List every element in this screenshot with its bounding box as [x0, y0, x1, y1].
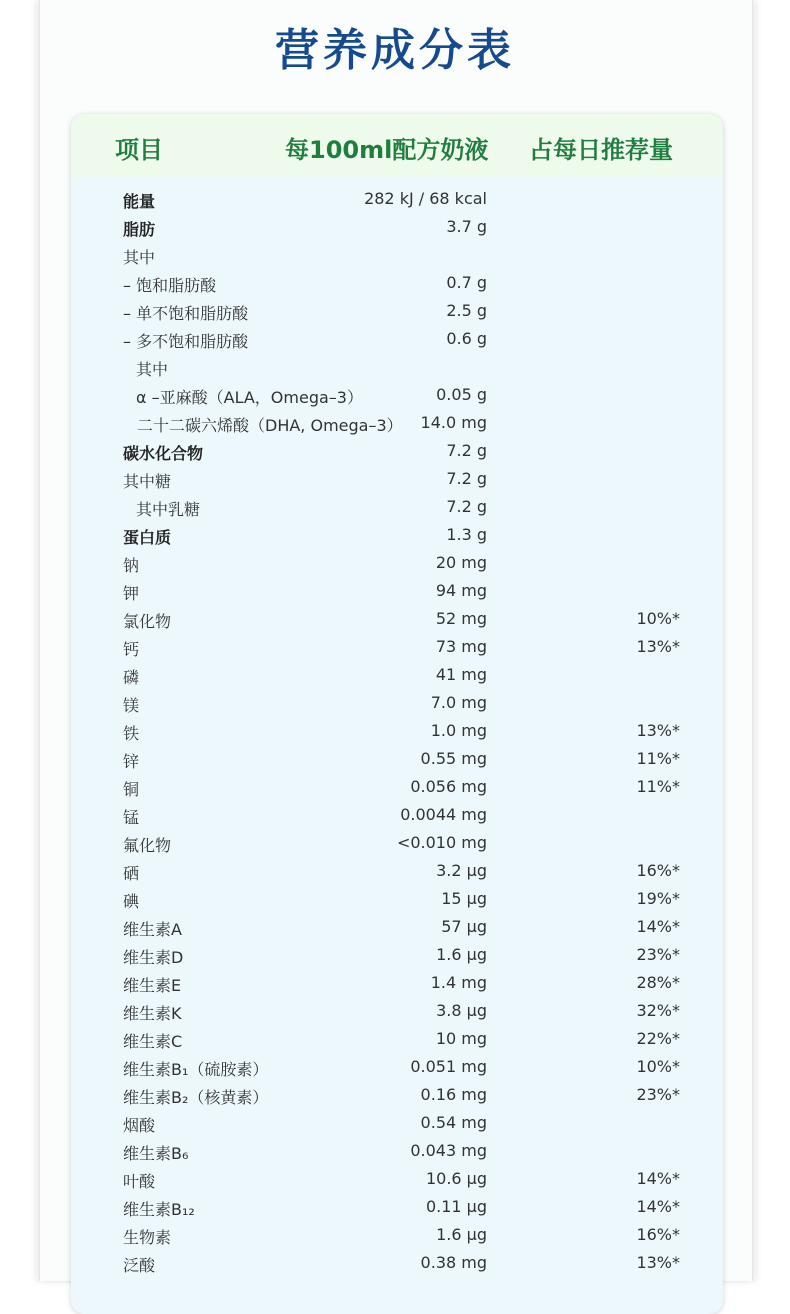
table-row: [71, 831, 723, 859]
table-row: [71, 943, 723, 971]
table-row: [71, 1083, 723, 1111]
daily-value-percent: 14%*: [636, 917, 680, 936]
nutrient-value: 0.051 mg: [410, 1057, 487, 1076]
nutrient-value: 0.0044 mg: [400, 805, 487, 824]
nutrient-name: 维生素D: [123, 948, 184, 967]
nutrient-value: 15 μg: [441, 889, 487, 908]
nutrient-name: 维生素B₁（硫胺素）: [123, 1060, 269, 1079]
daily-value-percent: 23%*: [636, 945, 680, 964]
table-row: [71, 299, 723, 327]
table-row: [71, 355, 723, 383]
table-row: [71, 859, 723, 887]
nutrient-name: 磷: [123, 668, 140, 687]
daily-value-percent: 11%*: [636, 777, 680, 796]
table-row: [71, 999, 723, 1027]
nutrient-name: 维生素B₂（核黄素）: [123, 1088, 269, 1107]
nutrient-value: 0.7 g: [446, 273, 487, 292]
nutrient-name: 其中糖: [123, 472, 172, 491]
table-row: [71, 495, 723, 523]
table-row: [71, 215, 723, 243]
table-body: [71, 187, 723, 1279]
nutrient-value: 0.05 g: [436, 385, 487, 404]
table-row: [71, 719, 723, 747]
nutrient-value: 282 kJ / 68 kcal: [364, 189, 487, 208]
header-per-100ml: 每100ml配方奶液: [285, 136, 489, 164]
nutrient-name: 生物素: [123, 1228, 172, 1247]
nutrient-name: 铜: [123, 780, 140, 799]
daily-value-percent: 10%*: [636, 609, 680, 628]
nutrient-value: 1.6 μg: [436, 1225, 487, 1244]
nutrient-value: 0.11 μg: [425, 1197, 487, 1216]
table-row: [71, 747, 723, 775]
daily-value-percent: 10%*: [636, 1057, 680, 1076]
table-row: [71, 383, 723, 411]
nutrient-name: 维生素E: [123, 976, 182, 995]
nutrient-name: 其中: [123, 248, 156, 267]
daily-value-percent: 14%*: [636, 1197, 680, 1216]
nutrient-name: 蛋白质: [123, 528, 172, 547]
nutrient-name: 锌: [123, 752, 140, 771]
nutrient-value: 2.5 g: [446, 301, 487, 320]
table-row: [71, 1167, 723, 1195]
header-item: 项目: [115, 136, 163, 164]
daily-value-percent: 16%*: [636, 1225, 680, 1244]
table-row: [71, 691, 723, 719]
nutrient-value: 0.38 mg: [420, 1253, 487, 1272]
table-row: [71, 579, 723, 607]
table-row: [71, 607, 723, 635]
nutrient-name: 泛酸: [123, 1256, 156, 1275]
daily-value-percent: 14%*: [636, 1169, 680, 1188]
nutrient-name: 维生素B₁₂: [123, 1200, 195, 1219]
table-row: [71, 467, 723, 495]
daily-value-percent: 11%*: [636, 749, 680, 768]
table-row: [71, 663, 723, 691]
nutrient-value: 3.8 μg: [436, 1001, 487, 1020]
table-row: [71, 1251, 723, 1279]
nutrient-value: 3.7 g: [446, 217, 487, 236]
table-row: [71, 971, 723, 999]
nutrient-name: 氟化物: [123, 836, 172, 855]
daily-value-percent: 16%*: [636, 861, 680, 880]
table-row: [71, 327, 723, 355]
nutrient-name: 维生素B₆: [123, 1144, 189, 1163]
table-row: [71, 803, 723, 831]
table-row: [71, 551, 723, 579]
daily-value-percent: 13%*: [636, 1253, 680, 1272]
nutrient-value: 1.3 g: [446, 525, 487, 544]
nutrient-value: 3.2 μg: [436, 861, 487, 880]
table-row: [71, 1195, 723, 1223]
nutrient-value: 1.0 mg: [430, 721, 487, 740]
nutrient-value: 52 mg: [435, 609, 487, 628]
nutrient-name: 其中: [136, 360, 169, 379]
nutrient-value: 73 mg: [435, 637, 487, 656]
nutrient-value: 0.056 mg: [410, 777, 487, 796]
nutrient-value: 0.16 mg: [420, 1085, 487, 1104]
nutrient-name: 维生素A: [123, 920, 182, 939]
nutrient-name: 铁: [123, 724, 140, 743]
table-row: [71, 1027, 723, 1055]
table-row: [71, 1223, 723, 1251]
nutrient-value: 0.043 mg: [410, 1141, 487, 1160]
nutrient-name: 能量: [123, 192, 156, 211]
table-row: [71, 887, 723, 915]
nutrient-name: 二十二碳六烯酸（DHA, Omega–3）: [137, 416, 403, 435]
nutrient-value: 94 mg: [435, 581, 487, 600]
nutrient-name: – 饱和脂肪酸: [123, 276, 217, 295]
table-header: [71, 114, 723, 178]
nutrient-value: 1.6 μg: [436, 945, 487, 964]
daily-value-percent: 13%*: [636, 721, 680, 740]
daily-value-percent: 22%*: [636, 1029, 680, 1048]
nutrient-value: 7.2 g: [446, 441, 487, 460]
nutrient-value: 41 mg: [435, 665, 487, 684]
nutrient-value: 10.6 μg: [425, 1169, 487, 1188]
nutrient-value: 10 mg: [435, 1029, 487, 1048]
table-row: [71, 1055, 723, 1083]
daily-value-percent: 32%*: [636, 1001, 680, 1020]
nutrient-value: 0.54 mg: [420, 1113, 487, 1132]
nutrient-name: 镁: [123, 696, 140, 715]
nutrient-name: 钾: [123, 584, 140, 603]
nutrient-name: 硒: [123, 864, 140, 883]
table-row: [71, 187, 723, 215]
page-title: 营养成分表: [275, 25, 515, 76]
daily-value-percent: 13%*: [636, 637, 680, 656]
table-row: [71, 243, 723, 271]
nutrient-name: 碳水化合物: [123, 444, 204, 463]
nutrient-name: 碘: [123, 892, 140, 911]
nutrient-value: 7.0 mg: [430, 693, 487, 712]
daily-value-percent: 19%*: [636, 889, 680, 908]
daily-value-percent: 28%*: [636, 973, 680, 992]
table-row: [71, 439, 723, 467]
table-row: [71, 1139, 723, 1167]
nutrient-name: 维生素K: [123, 1004, 182, 1023]
daily-value-percent: 23%*: [636, 1085, 680, 1104]
nutrient-name: 氯化物: [123, 612, 172, 631]
nutrient-value: 7.2 g: [446, 497, 487, 516]
table-row: [71, 523, 723, 551]
nutrient-name: 钠: [123, 556, 140, 575]
table-row: [71, 411, 723, 439]
nutrient-value: 14.0 mg: [420, 413, 487, 432]
nutrient-value: 0.55 mg: [420, 749, 487, 768]
nutrient-name: 维生素C: [123, 1032, 183, 1051]
nutrient-value: 57 μg: [441, 917, 487, 936]
nutrient-value: <0.010 mg: [396, 833, 487, 852]
table-row: [71, 635, 723, 663]
nutrient-value: 20 mg: [435, 553, 487, 572]
nutrient-value: 0.6 g: [446, 329, 487, 348]
nutrient-name: 烟酸: [123, 1116, 156, 1135]
nutrient-name: – 单不饱和脂肪酸: [123, 304, 249, 323]
nutrient-name: 叶酸: [123, 1172, 156, 1191]
nutrient-name: 脂肪: [123, 220, 156, 239]
table-row: [71, 915, 723, 943]
nutrient-name: 钙: [123, 640, 140, 659]
nutrient-value: 1.4 mg: [430, 973, 487, 992]
table-row: [71, 271, 723, 299]
nutrient-name: 其中乳糖: [136, 500, 201, 519]
table-row: [71, 775, 723, 803]
nutrient-name: α –亚麻酸（ALA，Omega–3）: [136, 388, 363, 407]
nutrient-name: – 多不饱和脂肪酸: [123, 332, 249, 351]
header-daily-value: 占每日推荐量: [529, 136, 673, 164]
table-row: [71, 1111, 723, 1139]
nutrient-value: 7.2 g: [446, 469, 487, 488]
nutrient-name: 锰: [123, 808, 140, 827]
nutrition-table: [71, 114, 723, 1314]
